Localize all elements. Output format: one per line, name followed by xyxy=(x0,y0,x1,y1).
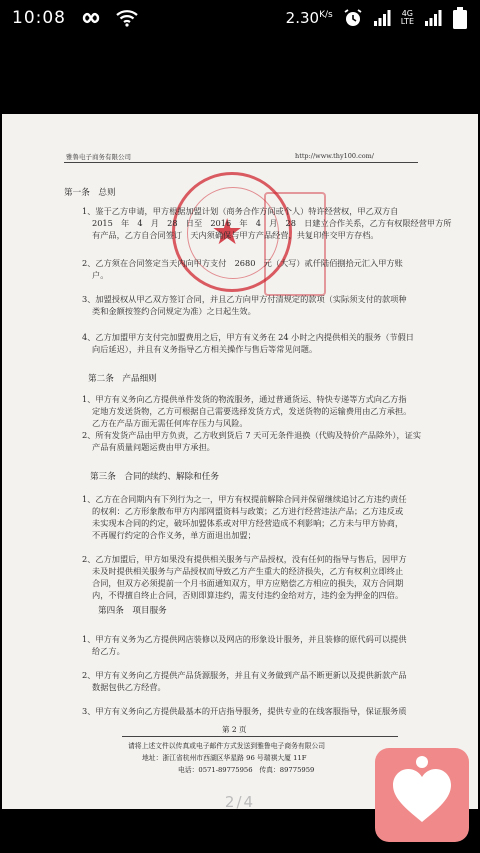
seal-star-icon: ★ xyxy=(211,212,244,253)
page-separator: / xyxy=(236,793,244,811)
s2-line-5: 产品有质量问题运费由甲方承担。 xyxy=(92,442,215,452)
s1-line-6: 3、加盟授权从甲乙双方签订合同，并且乙方向甲方付清规定的款项（实际须支付的款项种 xyxy=(82,294,407,304)
document-page[interactable] xyxy=(2,114,478,809)
footer-address: 地址：浙江省杭州市西湖区华星路 96 号瑞祺大厦 11F xyxy=(142,754,307,762)
footer-contact: 电话：0571-89775956 传真：89775959 xyxy=(178,766,315,774)
s4-line-5: 3、甲方有义务向乙方提供最基本的开店指导服务，提供专业的在线客服指导，保证服务质 xyxy=(82,706,407,716)
s4-line-3: 2、甲方有义务向乙方提供产品货源服务，并且有义务做到产品不断更新以及提供新款产品 xyxy=(82,670,407,680)
s1-line-5: 户。 xyxy=(92,270,109,280)
doc-header-company: 雅鲁电子商务有限公司 xyxy=(66,153,131,161)
network-type: 4G LTE xyxy=(400,9,414,26)
document-viewer[interactable] xyxy=(0,36,480,793)
footer-note: 请将上述文件以传真或电子邮件方式发送到雅鲁电子商务有限公司 xyxy=(128,742,326,750)
s3-line-4: 不再履行约定的合作义务，单方面退出加盟； xyxy=(92,530,256,540)
s3-line-5: 2、乙方加盟后，甲方如果没有提供相关服务与产品授权，没有任何的指导与售后，因甲方 xyxy=(82,554,407,564)
heart-icon xyxy=(375,748,469,842)
page-current: 2 xyxy=(224,793,237,811)
status-time: 10:08 xyxy=(12,8,66,28)
s4-line-2: 给乙方。 xyxy=(92,646,125,656)
s2-line-3: 乙方在产品方面无需任何库存压力与风险。 xyxy=(92,418,248,428)
infinity-icon xyxy=(76,10,106,26)
s3-line-3: 未实现本合同的约定，破坏加盟体系或对甲方经营造成不利影响；乙方未与甲方协商， xyxy=(92,518,404,528)
network-speed xyxy=(286,9,333,27)
signal-icon xyxy=(373,10,391,26)
signal-icon-2 xyxy=(424,10,442,26)
s1-line-2: 2015 年 4 月 28 日至 2016 年 4 月 28 日建立合作关系，乙方有权限经营甲方所 xyxy=(92,218,452,228)
speed-unit: K/s xyxy=(319,10,333,20)
s1-line-1: 1、鉴于乙方申请，甲方根据加盟计划（商务合作方间或个人）特许经营权，甲乙双方自 xyxy=(82,206,399,216)
s4-line-4: 数据包供乙方经营。 xyxy=(92,682,166,692)
page-mark: 第 2 页 xyxy=(222,725,247,734)
battery-icon xyxy=(452,7,468,29)
speed-value: 2.30 xyxy=(285,9,320,27)
favorite-button[interactable] xyxy=(375,748,469,842)
s3-line-6: 未及时提供相关服务与产品授权而导致乙方产生重大的经济损失，乙方有权利立即终止 xyxy=(92,566,404,576)
section-4-title: 第四条 项目服务 xyxy=(98,606,167,616)
doc-header-url: http://www.thy100.com/ xyxy=(295,152,374,160)
section-2-title: 第二条 产品细则 xyxy=(88,374,157,384)
section-1-title: 第一条 总则 xyxy=(64,188,116,198)
s3-line-1: 1、乙方在合同期内有下列行为之一，甲方有权提前解除合同并保留继续追讨乙方违约责任 xyxy=(82,494,407,504)
s1-line-9: 向后延迟），并且有义务指导乙方相关操作与售后等常见问题。 xyxy=(92,344,318,354)
s1-line-3: 有产品，乙方自合同签订 天内须确保与甲方产品经营，共复印件交甲方存档。 xyxy=(92,230,379,240)
s3-line-8: 内，不得擅自终止合同，否则即算违约，需支付违约金给对方，违约金为押金的四倍。 xyxy=(92,590,404,600)
s1-line-8: 4、乙方加盟甲方支付完加盟费用之后，甲方有义务在 24 小时之内提供相关的服务（节假日 xyxy=(82,332,414,342)
s3-line-2: 的权利：乙方形象散布甲方内部网盟资料与政策；乙方进行经营违法产品；乙方违反或 xyxy=(92,506,404,516)
s3-line-7: 合同，但双方必须提前一个月书面通知双方，甲方应赔偿乙方相应的损失，双方合同期 xyxy=(92,578,404,588)
page-total: 4 xyxy=(243,793,256,811)
wifi-icon xyxy=(116,9,138,27)
s2-line-4: 2、所有发货产品由甲方负责，乙方收到货后 7 天可无条件退换（代购及特价产品除外），证实 xyxy=(82,430,422,440)
s1-line-7: 类和金额按签约合同规定为准）之日起生效。 xyxy=(92,306,256,316)
alarm-icon xyxy=(343,8,363,28)
header-divider xyxy=(64,162,418,163)
s1-line-4: 2、乙方须在合同签定当天内向甲方支付 2680 元（大写）贰仟陆佰捌拾元汇入甲方账 xyxy=(82,258,403,268)
s2-line-1: 1、甲方有义务向乙方提供单件发货的物流服务，通过普通货运、特快专递等方式向乙方指 xyxy=(82,394,407,404)
section-3-title: 第三条 合同的续约、解除和任务 xyxy=(90,472,219,482)
s4-line-1: 1、甲方有义务为乙方提供网店装修以及网店的形象设计服务，并且装修的原代码可以提供 xyxy=(82,634,407,644)
s2-line-2: 定地方发送货物，乙方可根据自己需要选择发货方式，发送货物的运输费用由乙方承担。 xyxy=(92,406,412,416)
status-bar xyxy=(0,0,480,36)
footer-divider xyxy=(122,736,398,737)
